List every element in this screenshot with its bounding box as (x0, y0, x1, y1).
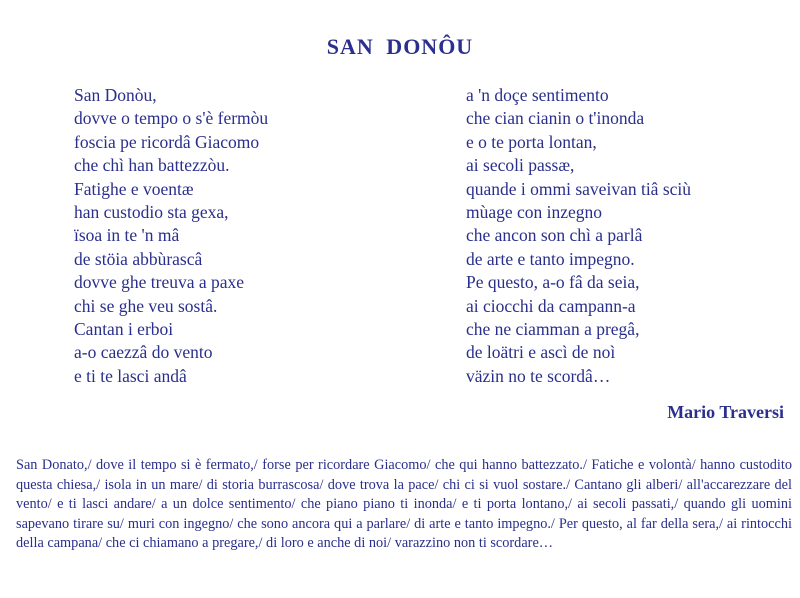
poem-line: che ancon son chì a parlâ (466, 225, 643, 246)
poem-line: a-o caezzâ do vento (74, 342, 213, 363)
poem-line: dovve o tempo o s'è fermòu (74, 108, 269, 129)
poem-line: Pe questo, a-o fâ da seia, (466, 272, 640, 293)
poem-line: Cantan i erboi (74, 319, 174, 340)
poem-line: quande i ommi saveivan tiâ sciù (466, 178, 692, 199)
poem-line: mùage con inzegno (466, 202, 603, 223)
poem-line: foscia pe ricordâ Giacomo (74, 131, 260, 152)
poem-title: SAN DONÔU (326, 34, 474, 59)
poem-line: ïsoa in te 'n mâ (74, 225, 180, 246)
poem-line: de arte e tanto impegno. (466, 248, 635, 269)
poem-author: Mario Traversi (667, 402, 784, 422)
poem-left-column (74, 84, 404, 388)
poem-line: ai secoli passæ, (466, 155, 575, 176)
poem-line: e o te porta lontan, (466, 131, 597, 152)
poem-line: väzin no te scordâ… (466, 365, 611, 386)
poem-line: dovve ghe treuva a paxe (74, 272, 245, 293)
poem-right-column (466, 84, 796, 388)
poem-line: che cian cianin o t'inonda (466, 108, 645, 129)
poem-line: de stöia abbùrascâ (74, 248, 203, 269)
poem-line: ai ciocchi da campann-a (466, 295, 636, 316)
poem-line: de loätri e ascì de noì (466, 342, 616, 363)
poem-line: a 'n doçe sentimento (466, 85, 609, 105)
poem-line: e ti te lasci andâ (74, 365, 187, 386)
italian-translation: San Donato,/ dove il tempo si è fermato,/ forse per ricordare Giacomo/ che qui hanno battezzato./ Fatiche e volontà/ hanno custodito questa chiesa,/ isola in un mare/ di storia burrascosa/ dove trova la pace/ chi ci si vuol sostare./ Cantano gli alberi/ all'accarezzare del vento/ e ti lasci andare/ a un dolce sentimento/ che piano piano ti inonda/ e ti porta lontano,/ ai secoli passati,/ quando gli uomini sapevano tirare su/ muri con ingegno/ che sono ancora qui a parlare/ di arte e tanto impegno./ Per questo, al far della sera,/ ai rintocchi della campana/ che ci chiamano a pregare,/ di loro e anche di noi/ varazzino non ti scordare… (16, 457, 792, 552)
poem-line: han custodio sta gexa, (74, 202, 229, 223)
poem-line: Fatighe e voentæ (74, 178, 194, 199)
poem-line: chi se ghe veu sostâ. (74, 295, 218, 316)
poem-line: che ne ciamman a pregâ, (466, 319, 640, 340)
poem-line: che chì han battezzòu. (74, 155, 230, 176)
poem-line: San Donòu, (74, 85, 157, 105)
